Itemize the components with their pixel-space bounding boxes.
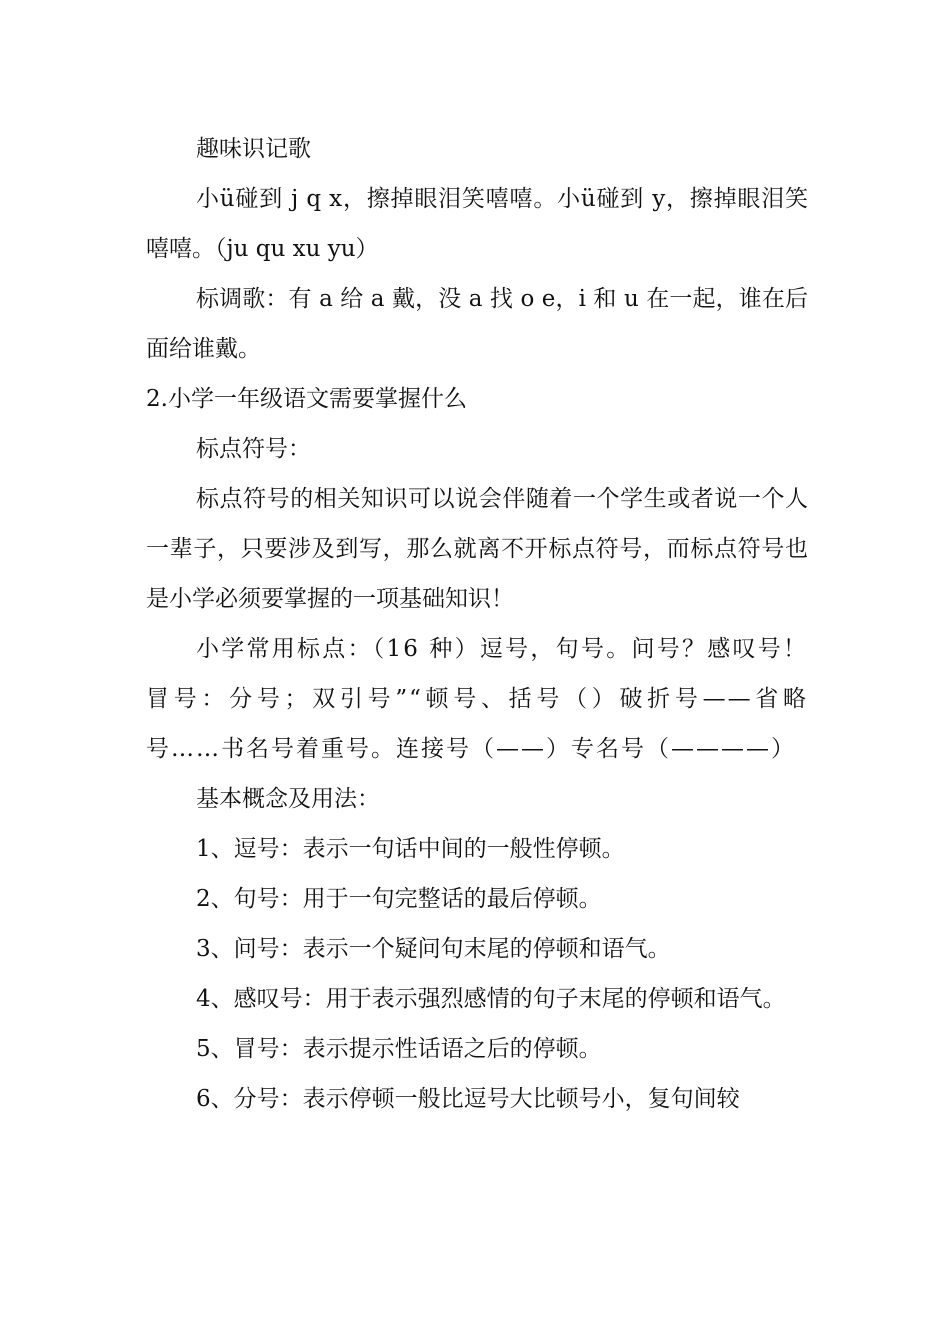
document-body: [146, 124, 808, 1124]
list-item-semicolon: 6、分号：表示停顿一般比逗号大比顿号小，复句间较: [196, 1086, 740, 1112]
paragraph-tone-rhyme: 标调歌：有 a 给 a 戴，没 a 找 o e，i 和 u 在一起，谁在后面给谁戴。: [146, 286, 808, 362]
list-item-period: 2、句号：用于一句完整话的最后停顿。: [196, 886, 602, 912]
list-item-exclamation: 4、感叹号：用于表示强烈感情的句子末尾的停顿和语气。: [196, 986, 786, 1012]
paragraph-punctuation-intro: 标点符号的相关知识可以说会伴随着一个学生或者说一个人一辈子，只要涉及到写，那么就离不开标点符号，而标点符号也是小学必须要掌握的一项基础知识！: [146, 486, 808, 612]
paragraph-punctuation-title: 标点符号：: [196, 436, 311, 462]
paragraph-heading-mnemonic: 趣味识记歌: [196, 136, 311, 162]
list-item-comma: 1、逗号：表示一句话中间的一般性停顿。: [196, 836, 625, 862]
list-item-colon: 5、冒号：表示提示性话语之后的停顿。: [196, 1036, 602, 1062]
section-heading: 2.小学一年级语文需要掌握什么: [146, 386, 467, 412]
paragraph-common-punctuation: 小学常用标点：（16 种）逗号，句号。问号？感叹号！冒号：分号；双引号”“顿号、括号（）破折号——省略号……书名号着重号。连接号（——）专名号（————）: [146, 636, 808, 762]
paragraph-basic-concepts: 基本概念及用法：: [196, 786, 380, 812]
paragraph-u-rhyme: 小ü碰到 j q x，擦掉眼泪笑嘻嘻。小ü碰到 y，擦掉眼泪笑嘻嘻。（ju qu xu yu）: [146, 186, 808, 262]
list-item-question-mark: 3、问号：表示一个疑问句末尾的停顿和语气。: [196, 936, 671, 962]
